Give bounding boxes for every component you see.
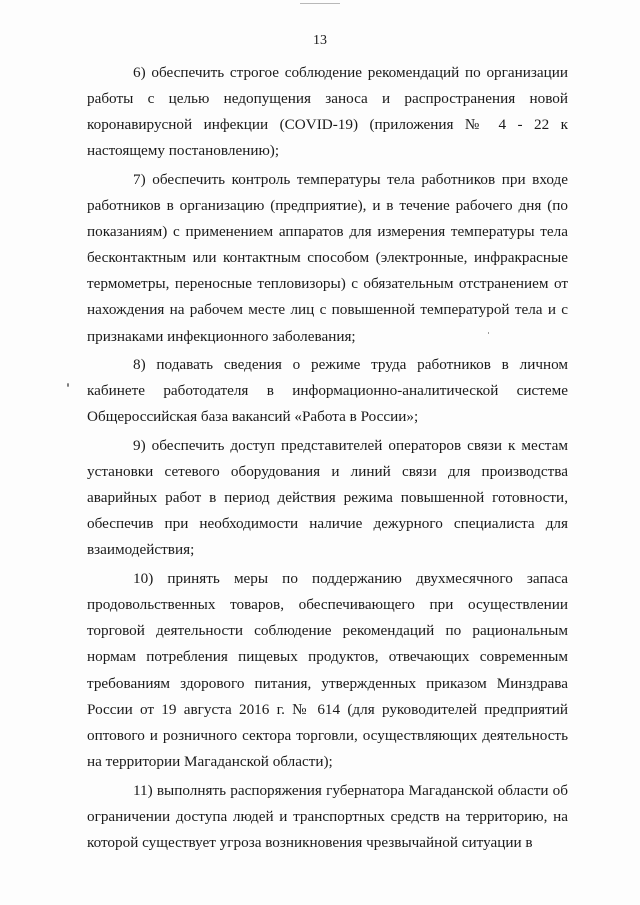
page-number: 13	[313, 33, 327, 48]
paragraph-item-6: 6) обеспечить строгое соблюдение рекомендаций по организации работы с целью недопущения заноса и распространения новой коронавирусной инфекции (COVID-19) (приложения № 4 - 22 к настоящему постановлению);	[87, 64, 568, 160]
paragraph-item-11: 11) выполнять распоряжения губернатора Магаданской области об ограничении доступа людей и транспортных средств на территорию, на которой существует угроза возникновения чрезвычайной ситуации в	[87, 781, 568, 851]
document-body	[87, 60, 568, 858]
paragraph-item-9: 9) обеспечить доступ представителей операторов связи к местам установки сетевого оборудования и линий связи для производства аварийных работ в период действия режима повышенной готовности, обеспечив при необходимости наличие дежурного специалиста для взаимодействия;	[87, 437, 568, 559]
paragraph-item-8: 8) подавать сведения о режиме труда работников в личном кабинете работодателя в информационно-аналитической системе Общероссийская база вакансий «Работа в России»;	[87, 356, 568, 426]
paragraph-item-10: 10) принять меры по поддержанию двухмесячного запаса продовольственных товаров, обеспечивающего при осуществлении торговой деятельности соблюдение рекомендаций по рациональным нормам потребления пищевых продуктов, отвечающих современным требованиям здорового питания, утвержденных приказом Минздрава России от 19 августа 2016 г. № 614 (для руководителей предприятий оптового и розничного сектора торговли, осуществляющих деятельность на территории Магаданской области);	[87, 570, 568, 770]
scan-artifact-line	[300, 3, 340, 4]
scan-artifact-speck	[67, 383, 69, 387]
paragraph-item-7: 7) обеспечить контроль температуры тела работников при входе работников в организацию (предприятие), и в течение рабочего дня (по показаниям) с применением аппаратов для измерения температуры тела бесконтактным или контактным способом (электронные, инфракрасные термометры, переносные тепловизоры) с обязательным отстранением от нахождения на рабочем месте лиц с повышенной температурой тела и с признаками инфекционного заболевания;	[87, 170, 568, 345]
